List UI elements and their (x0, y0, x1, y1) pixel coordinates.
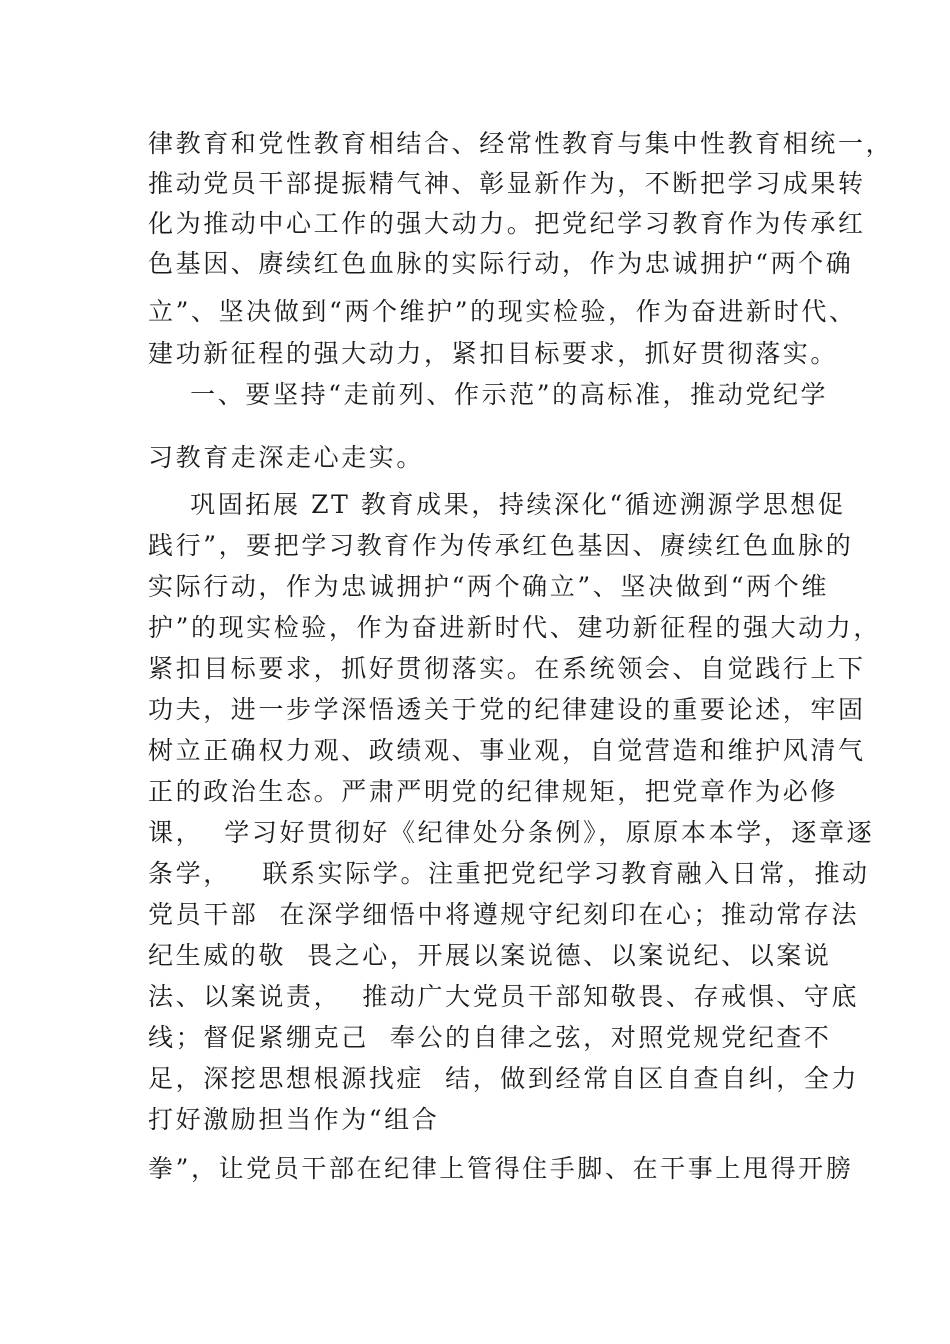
section-heading: 一、要坚持“走前列、作示范”的高标准，推动党纪学 (148, 380, 829, 409)
text-line: 党员干部 在深学细悟中将遵规守纪刻印在心；推动常存法 (148, 900, 860, 929)
text-line: 立”、坚决做到“两个维护”的现实检验，作为奋进新时代、 (148, 297, 857, 326)
text-line: 拳”，让党员干部在纪律上管得住手脚、在干事上甩得开膀 (148, 1154, 854, 1183)
text-line: 法、以案说责， 推动广大党员干部知敬畏、存戒惧、守底 (148, 982, 860, 1011)
text-line: 践行”，要把学习教育作为传承红色基因、赓续红色血脉的 (148, 531, 854, 560)
text-line: 线；督促紧绷克己 奉公的自律之弦，对照党规党纪查不 (148, 1023, 832, 1052)
text-line: 条学， 联系实际学。注重把党纪学习教育融入日常，推动 (148, 859, 870, 888)
text-line: 纪生威的敬 畏之心，开展以案说德、以案说纪、以案说 (148, 941, 832, 970)
text-line: 功夫，进一步学深悟透关于党的纪律建设的重要论述，牢固 (148, 695, 866, 724)
text-line: 护”的现实检验，作为奋进新时代、建功新征程的强大动力， (148, 613, 881, 642)
text-line: 巩固拓展 ZT 教育成果，持续深化“循迹溯源学思想促 (148, 490, 846, 519)
text-line: 建功新征程的强大动力，紧扣目标要求，抓好贯彻落实。 (148, 339, 839, 368)
text-line: 课， 学习好贯彻好《纪律处分条例》，原原本本学，逐章逐 (148, 818, 875, 847)
text-line: 律教育和党性教育相结合、经常性教育与集中性教育相统一， (148, 129, 894, 158)
text-line: 实际行动，作为忠诚拥护“两个确立”、坚决做到“两个维 (148, 572, 829, 601)
text-line: 正的政治生态。严肃严明党的纪律规矩，把党章作为必修 (148, 777, 839, 806)
text-line: 足，深挖思想根源找症 结，做到经常自区自查自纠，全力 (148, 1064, 860, 1093)
text-line: 打好激励担当作为“组合 (148, 1105, 440, 1134)
section-heading-continuation: 习教育走深走心走实。 (148, 443, 425, 472)
text-line: 树立正确权力观、政绩观、事业观，自觉营造和维护风清气 (148, 736, 866, 765)
text-line: 紧扣目标要求，抓好贯彻落实。在系统领会、自觉践行上下 (148, 654, 866, 683)
text-line: 色基因、赓续红色血脉的实际行动，作为忠诚拥护“两个确 (148, 249, 854, 278)
text-line: 化为推动中心工作的强大动力。把党纪学习教育作为传承红 (148, 209, 866, 238)
text-line: 推动党员干部提振精气神、彰显新作为，不断把学习成果转 (148, 169, 866, 198)
